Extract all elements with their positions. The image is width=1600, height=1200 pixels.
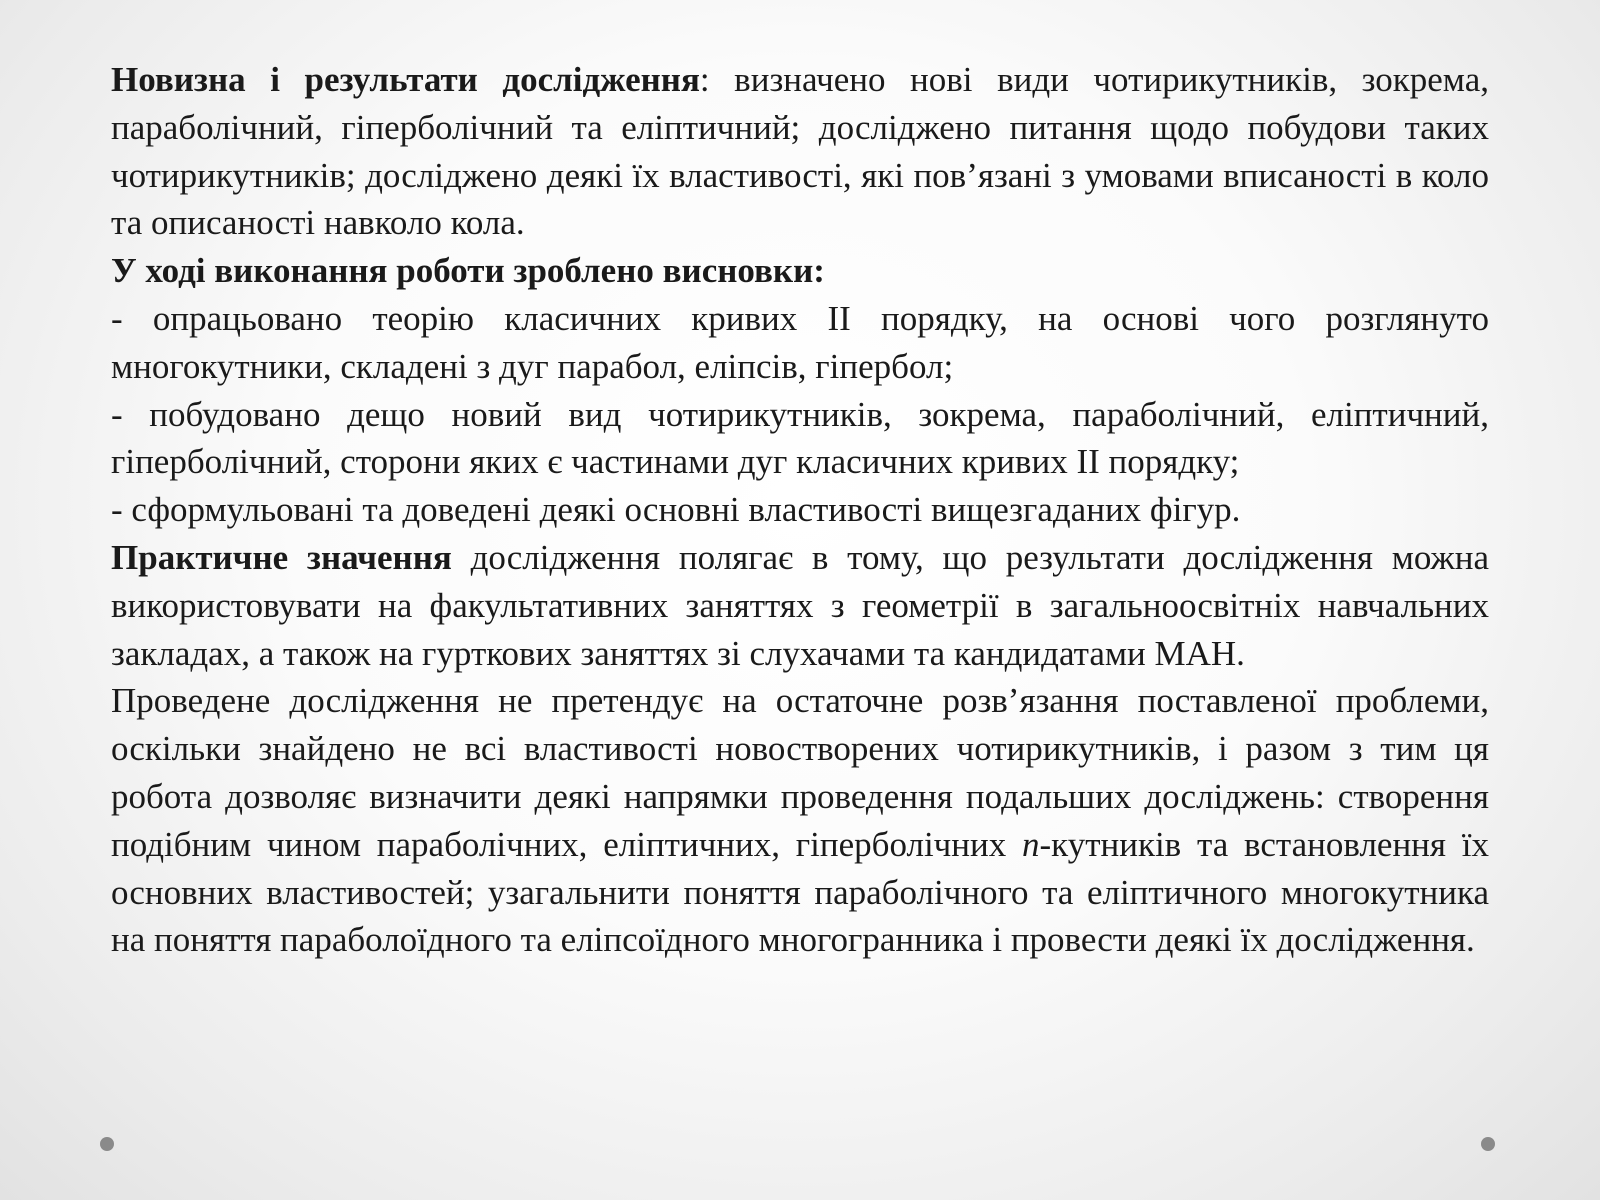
conclusions-heading-text: У ході виконання роботи зроблено висновки:: [111, 251, 825, 291]
conclusion-item: - сформульовані та доведені деякі основні властивості вищезгаданих фігур.: [111, 490, 1241, 530]
outlook-text-before: Проведене дослідження не претендує на остаточне розв’язання поставленої проблеми, оскільки знайдено не всі властивості новостворених чотирикутників, і разом з тим ця робота дозволяє визначити деякі напрямки проведення подальших досліджень: створення подібним чином параболічних, еліптичних, гіперболічних: [111, 681, 1489, 864]
outlook-italic-n: n: [1022, 824, 1040, 864]
novelty-paragraph: [111, 56, 1489, 247]
conclusion-item: - опрацьовано теорію класичних кривих ІІ порядку, на основі чого розглянуто многокутники, складені з дуг парабол, еліпсів, гіпербол;: [111, 298, 1489, 386]
outlook-text-after: -кутників та встановлення їх основних властивостей; узагальнити поняття параболічного та еліптичного многокутника на поняття параболоїдного та еліпсоїдного многогранника і провести деякі їх дослідження.: [111, 824, 1490, 960]
conclusions-heading: [111, 247, 1489, 295]
novelty-text: : визначено нові види чотирикутників, зокрема, параболічний, гіперболічний та еліптичний; досліджено питання щодо побудови таких чотирикутників; досліджено деякі їх властивості, які пов’язані з умовами вписаності в коло та описаності навколо кола.: [111, 60, 1489, 243]
practical-text: дослідження полягає в тому, що результати дослідження можна використовувати на факультативних заняттях з геометрії в загальноосвітніх навчальних закладах, а також на гурткових заняттях зі слухачами та кандидатами МАН.: [111, 537, 1489, 673]
conclusion-item: - побудовано дещо новий вид чотирикутників, зокрема, параболічний, еліптичний, гіперболічний, сторони яких є частинами дуг класичних кривих ІІ порядку;: [111, 394, 1489, 482]
slide-body: [111, 56, 1489, 964]
outlook-paragraph: [111, 677, 1489, 964]
practical-paragraph: [111, 534, 1489, 677]
novelty-heading: Новизна і результати дослідження: [111, 60, 700, 99]
decorative-dot-left: [100, 1137, 114, 1151]
practical-heading: Практичне значення: [111, 537, 452, 577]
decorative-dot-right: [1481, 1137, 1495, 1151]
